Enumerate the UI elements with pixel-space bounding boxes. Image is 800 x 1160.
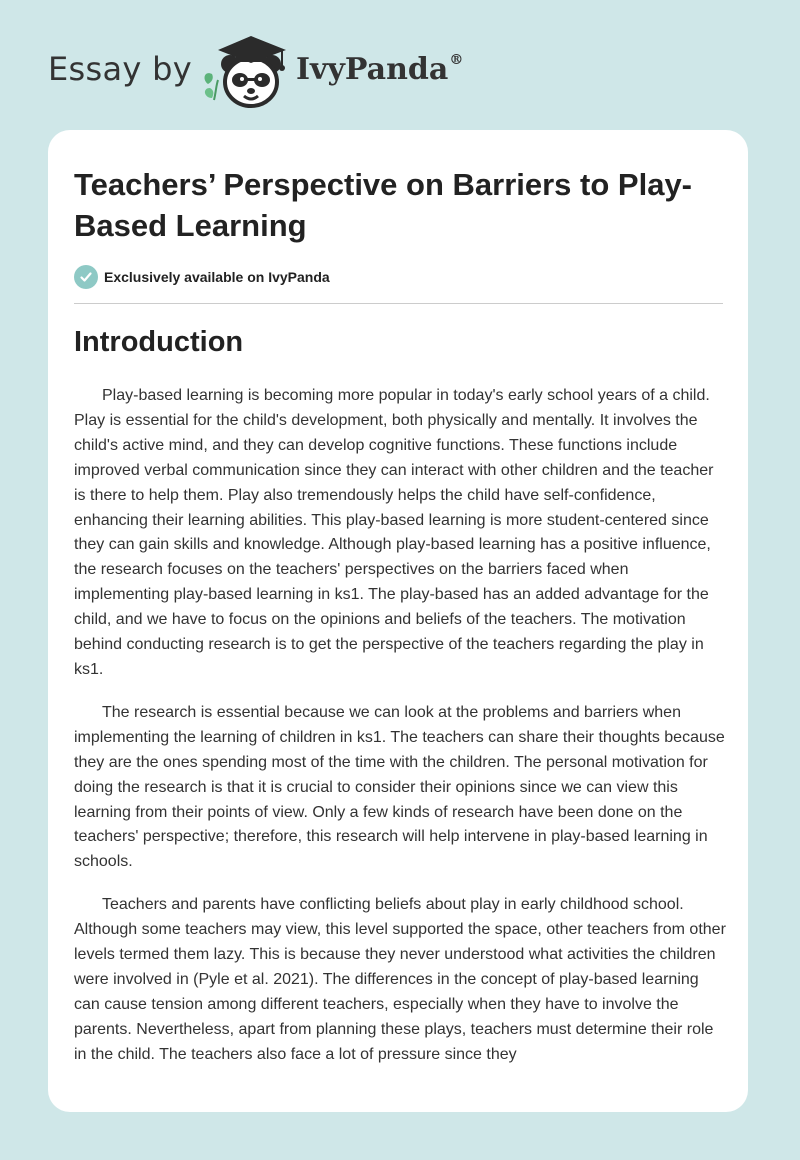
exclusive-badge xyxy=(74,264,330,290)
section-heading: Introduction xyxy=(74,326,244,358)
paragraph: The research is essential because we can look at the problems and barriers when implementing the learning of children in ks1. The teachers can share their thoughts because they are the ones spending most of the time with the children. The personal motivation for doing the research is that it is crucial to consider their opinions since we can view this learning from their points of view. Only a few kinds of research have been done on the teachers' perspective; therefore, this research will help intervene in play-based learning in schools. xyxy=(74,703,725,871)
site-header xyxy=(0,0,800,130)
essay-card xyxy=(48,130,748,1112)
essay-title: Teachers’ Perspective on Barriers to Play-Based Learning xyxy=(74,167,693,243)
registered-mark: ® xyxy=(449,52,464,68)
ivypanda-logo-text[interactable] xyxy=(296,52,463,87)
brand-name: IvyPanda xyxy=(296,52,449,87)
essay-body xyxy=(74,384,726,1086)
check-circle-icon xyxy=(74,265,98,289)
paragraph: Teachers and parents have conflicting beliefs about play in early childhood school. Although some teachers may view, this level supported the space, other teachers from other levels termed them lazy. This is because they never understood what activities the children were involved in (Pyle et al. 2021). The differences in the concept of play-based learning can cause tension among different teachers, especially when they have to involve the parents. Nevertheless, apart from planning these plays, teachers must determine their role in the child. The teachers also face a lot of pressure since they xyxy=(74,896,726,1063)
exclusive-label: Exclusively available on IvyPanda xyxy=(104,269,330,285)
paragraph: Play-based learning is becoming more popular in today's early school years of a child. Play is essential for the child's development, both physically and mentally. It involves the child's active mind, and they can develop cognitive functions. These functions include improved verbal communication since they can interact with other children and the teacher is there to help them. Play also tremendously helps the child have self-confidence, enhancing their learning abilities. This play-based learning is more student-centered since they can gain skills and knowledge. Although play-based learning has a positive influence, the research focuses on the teachers' perspectives on the barriers faced when implementing play-based learning in ks1. The play-based has an added advantage for the child, and we have to focus on the opinions and beliefs of the teachers. The motivation behind conducting research is to get the perspective of the teachers regarding the play in ks1. xyxy=(74,387,714,678)
panda-graduation-cap-icon[interactable] xyxy=(198,30,290,110)
divider xyxy=(74,303,723,304)
essay-by-label: Essay by xyxy=(48,50,192,88)
